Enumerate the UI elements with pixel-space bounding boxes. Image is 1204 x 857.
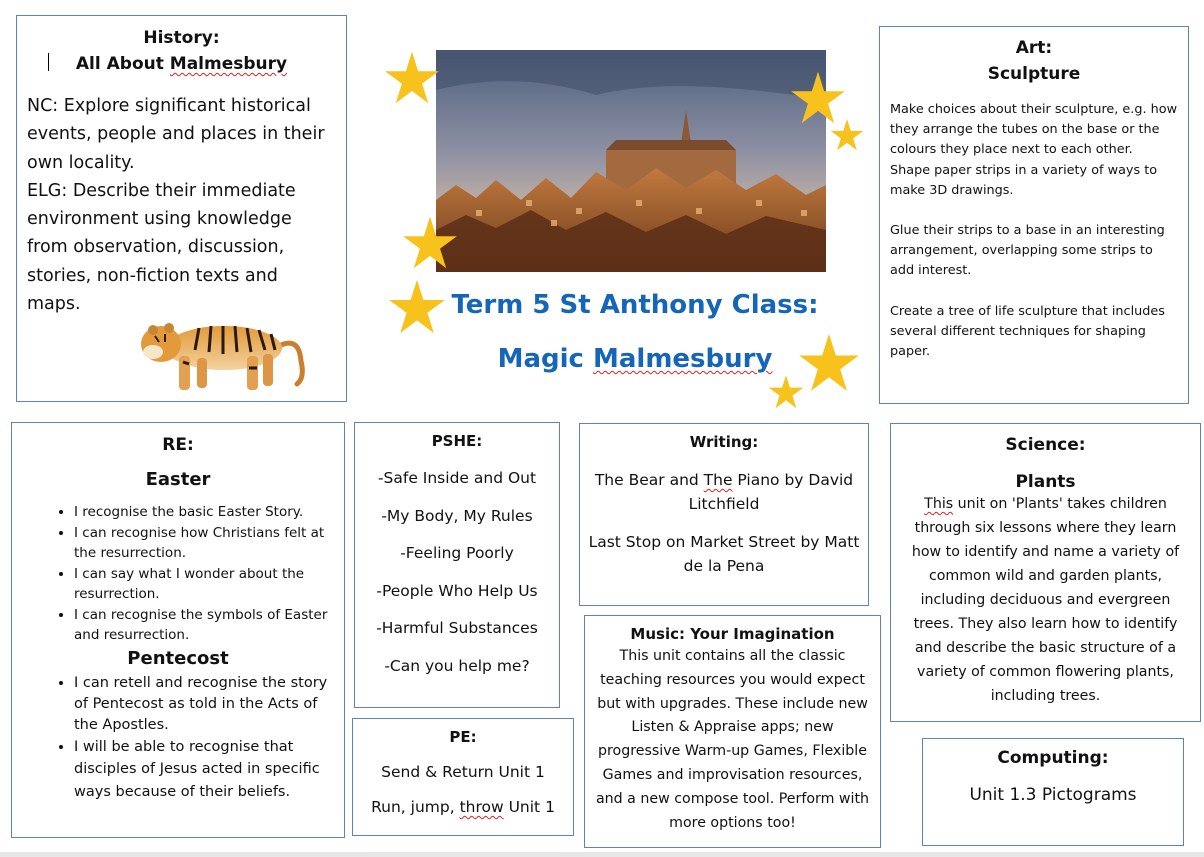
computing-body: Unit 1.3 Pictograms [969, 785, 1137, 805]
page-bottom-bar [0, 852, 1204, 857]
list-item: • I can say what I wonder about the resurrection. [74, 564, 334, 605]
history-heading: History: [143, 28, 220, 48]
pe-line-1: Send & Return Unit 1 [381, 763, 545, 781]
star-icon [388, 278, 446, 336]
history-panel [16, 15, 347, 402]
list-item: -Safe Inside and Out [377, 469, 537, 487]
science-panel [890, 423, 1201, 722]
list-item: • I can recognise how Christians felt at the resurrection. [74, 523, 334, 564]
easter-list [12, 502, 344, 646]
art-heading: Art: [1015, 38, 1053, 58]
science-subheading: Plants [1015, 472, 1076, 492]
re-heading: RE: [162, 435, 194, 455]
history-nc-text: NC: Explore significant historical events, people and places in their own locality. ELG: Describe their immediate environment using knowledge from observation, discussion, stories, non-fiction texts and maps. [27, 96, 325, 315]
pe-heading: PE: [449, 728, 477, 746]
list-item: -My Body, My Rules [381, 506, 533, 525]
list-item: • I can recognise the symbols of Easter and resurrection. [74, 605, 334, 646]
pshe-list [355, 460, 559, 686]
music-panel [584, 615, 881, 848]
pshe-panel [354, 422, 560, 708]
art-subheading: Sculpture [987, 64, 1081, 84]
history-subheading: All About Malmesbury [75, 54, 288, 74]
music-body: This unit contains all the classic teaching resources you would expect but with upgrades. These include new Listen & Appraise apps; new progressive Warm-up Games, Flexible Games and improvisation resources, and a new compose tool. Perform with more options too! [595, 648, 870, 831]
star-icon [384, 50, 440, 106]
list-item: -Feeling Poorly [400, 544, 514, 563]
list-item: -Harmful Substances [376, 619, 538, 638]
star-icon [798, 332, 860, 394]
pe-line-2: Run, jump, throw Unit 1 [371, 798, 555, 816]
page-subtitle: Magic Malmesbury [497, 344, 773, 374]
easter-heading: Easter [145, 469, 211, 490]
science-heading: Science: [1005, 435, 1086, 455]
art-body: Make choices about their sculpture, e.g. how they arrange the tubes on the base or the colours they place next to each other. Shape paper strips in a variety of ways to make 3D drawings. Glue their strips to a base in an interesting arrangement, overlapping some strips to add interest. Create a tree of life sculpture that includes several different techniques for shaping paper. [890, 102, 1178, 360]
writing-book-2: Last Stop on Market Street by Matt de la Pena [588, 533, 860, 575]
computing-heading: Computing: [997, 748, 1109, 768]
writing-panel [579, 423, 869, 606]
list-item: -Can you help me? [384, 656, 530, 675]
list-item: • I recognise the basic Easter Story. [74, 502, 334, 523]
science-body: This unit on 'Plants' takes children through six lessons where they learn how to identify and name a variety of common wild and garden plants, including deciduous and evergreen trees. They also learn how to identify and describe the basic structure of a variety of common flowering plants, including trees. [911, 496, 1180, 704]
tiger-illustration [129, 306, 309, 396]
pentecost-list [12, 673, 344, 804]
computing-panel [922, 738, 1184, 846]
pe-panel [352, 718, 574, 836]
town-photo [436, 50, 826, 272]
writing-heading: Writing: [689, 433, 759, 451]
list-item: • I will be able to recognise that disciples of Jesus acted in specific ways because of their beliefs. [74, 736, 334, 804]
star-icon [768, 374, 804, 410]
pentecost-heading: Pentecost [127, 647, 229, 669]
star-icon [830, 118, 864, 152]
list-item: • I can retell and recognise the story of Pentecost as told in the Acts of the Apostles. [74, 673, 334, 736]
art-panel [879, 26, 1189, 404]
text-cursor [48, 53, 49, 71]
star-icon [402, 215, 458, 271]
re-panel [11, 422, 345, 838]
list-item: -People Who Help Us [376, 581, 538, 600]
pshe-heading: PSHE: [431, 432, 483, 450]
writing-book-1: The Bear and The Piano by David Litchfield [594, 471, 854, 513]
music-heading: Music: Your Imagination [630, 625, 835, 643]
page-title: Term 5 St Anthony Class: [451, 290, 819, 320]
